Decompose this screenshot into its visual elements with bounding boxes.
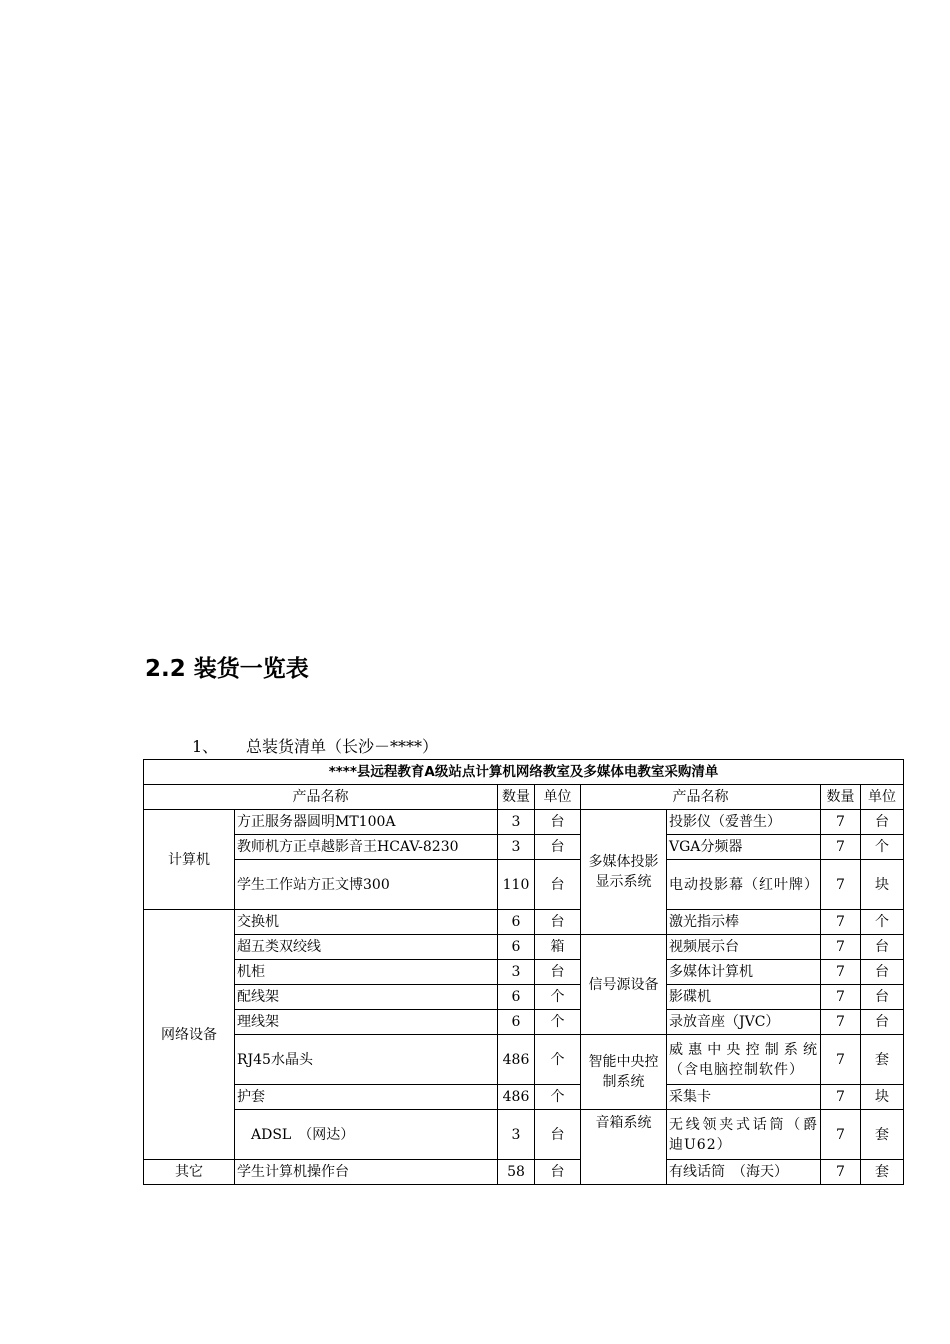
table-row xyxy=(144,810,904,835)
right-item-name: 有线话筒 （海天） xyxy=(667,1160,821,1185)
left-item-name: 教师机方正卓越影音王HCAV-8230 xyxy=(235,835,498,860)
right-item-unit: 台 xyxy=(861,960,904,985)
right-item-qty: 7 xyxy=(821,960,861,985)
group-signal: 信号源设备 xyxy=(581,935,667,1035)
group-control: 智能中央控制系统 xyxy=(581,1035,667,1110)
right-item-qty: 7 xyxy=(821,1035,861,1085)
right-item-unit: 个 xyxy=(861,910,904,935)
right-item-name: 录放音座（JVC） xyxy=(667,1010,821,1035)
left-item-unit: 台 xyxy=(535,1160,581,1185)
right-item-unit: 台 xyxy=(861,985,904,1010)
header-row xyxy=(144,785,904,810)
table-row xyxy=(144,1010,904,1035)
left-item-unit: 台 xyxy=(535,1110,581,1160)
right-item-name: 投影仪（爱普生） xyxy=(667,810,821,835)
right-item-name: 采集卡 xyxy=(667,1085,821,1110)
table-row xyxy=(144,985,904,1010)
left-item-name: 超五类双绞线 xyxy=(235,935,498,960)
section-heading: 装货一览表 xyxy=(193,656,309,682)
right-item-qty: 7 xyxy=(821,860,861,910)
header-right-name: 产品名称 xyxy=(581,785,821,810)
packing-list-table xyxy=(143,759,904,1185)
right-item-unit: 套 xyxy=(861,1110,904,1160)
left-item-name: 理线架 xyxy=(235,1010,498,1035)
left-item-unit: 箱 xyxy=(535,935,581,960)
left-item-qty: 6 xyxy=(498,910,535,935)
left-item-qty: 6 xyxy=(498,985,535,1010)
left-item-unit: 个 xyxy=(535,1085,581,1110)
left-item-unit: 台 xyxy=(535,910,581,935)
right-item-qty: 7 xyxy=(821,1085,861,1110)
left-item-qty: 6 xyxy=(498,935,535,960)
table-caption: ****县远程教育A级站点计算机网络教室及多媒体电教室采购清单 xyxy=(144,760,904,785)
left-item-qty: 486 xyxy=(498,1085,535,1110)
table-row xyxy=(144,1085,904,1110)
left-item-unit: 台 xyxy=(535,810,581,835)
left-item-name: 护套 xyxy=(235,1085,498,1110)
right-item-name: 视频展示台 xyxy=(667,935,821,960)
caption-row xyxy=(144,760,904,785)
table-row xyxy=(144,935,904,960)
left-item-qty: 3 xyxy=(498,835,535,860)
section-number: 2.2 xyxy=(145,656,186,682)
right-item-name: 影碟机 xyxy=(667,985,821,1010)
left-item-name: 配线架 xyxy=(235,985,498,1010)
subtitle-number: 1、 xyxy=(192,737,219,756)
table-row xyxy=(144,910,904,935)
header-left-name: 产品名称 xyxy=(144,785,498,810)
left-item-qty: 110 xyxy=(498,860,535,910)
right-item-name: VGA分频器 xyxy=(667,835,821,860)
right-item-name: 电动投影幕（红叶牌） xyxy=(667,860,821,910)
group-other: 其它 xyxy=(144,1160,235,1185)
right-item-qty: 7 xyxy=(821,1110,861,1160)
right-item-unit: 块 xyxy=(861,860,904,910)
left-item-name: 机柜 xyxy=(235,960,498,985)
right-item-qty: 7 xyxy=(821,910,861,935)
table-row xyxy=(144,1160,904,1185)
right-item-unit: 台 xyxy=(861,935,904,960)
right-item-qty: 7 xyxy=(821,835,861,860)
right-item-name: 多媒体计算机 xyxy=(667,960,821,985)
right-item-name: 无线领夹式话筒（爵迪U62） xyxy=(667,1110,821,1160)
table-row xyxy=(144,1110,904,1160)
left-item-unit: 个 xyxy=(535,1010,581,1035)
right-item-unit: 个 xyxy=(861,835,904,860)
left-item-name: 学生计算机操作台 xyxy=(235,1160,498,1185)
left-item-name: RJ45水晶头 xyxy=(235,1035,498,1085)
left-item-qty: 486 xyxy=(498,1035,535,1085)
table-row xyxy=(144,835,904,860)
header-right-unit: 单位 xyxy=(861,785,904,810)
subtitle-text: 总装货清单（长沙－****） xyxy=(246,737,439,756)
left-item-name: 学生工作站方正文博300 xyxy=(235,860,498,910)
left-item-unit: 个 xyxy=(535,985,581,1010)
left-item-qty: 6 xyxy=(498,1010,535,1035)
header-left-unit: 单位 xyxy=(535,785,581,810)
table-row xyxy=(144,1035,904,1085)
right-item-unit: 台 xyxy=(861,810,904,835)
left-item-qty: 58 xyxy=(498,1160,535,1185)
table-row xyxy=(144,860,904,910)
right-item-qty: 7 xyxy=(821,1160,861,1185)
left-item-name: 交换机 xyxy=(235,910,498,935)
right-item-qty: 7 xyxy=(821,935,861,960)
left-item-unit: 个 xyxy=(535,1035,581,1085)
right-item-unit: 台 xyxy=(861,1010,904,1035)
right-item-qty: 7 xyxy=(821,985,861,1010)
section-title xyxy=(145,650,309,683)
right-item-qty: 7 xyxy=(821,1010,861,1035)
group-computer: 计算机 xyxy=(144,810,235,910)
right-item-unit: 块 xyxy=(861,1085,904,1110)
left-item-unit: 台 xyxy=(535,835,581,860)
group-network: 网络设备 xyxy=(144,910,235,1160)
header-right-qty: 数量 xyxy=(821,785,861,810)
group-speaker: 音箱系统 xyxy=(581,1110,667,1185)
right-item-unit: 套 xyxy=(861,1035,904,1085)
header-left-qty: 数量 xyxy=(498,785,535,810)
right-item-name: 威惠中央控制系统（含电脑控制软件） xyxy=(667,1035,821,1085)
right-item-qty: 7 xyxy=(821,810,861,835)
right-item-name: 激光指示棒 xyxy=(667,910,821,935)
left-item-qty: 3 xyxy=(498,810,535,835)
left-item-qty: 3 xyxy=(498,1110,535,1160)
left-item-unit: 台 xyxy=(535,960,581,985)
right-item-unit: 套 xyxy=(861,1160,904,1185)
left-item-name: 方正服务器圆明MT100A xyxy=(235,810,498,835)
left-item-name: ADSL （网达） xyxy=(235,1110,498,1160)
left-item-qty: 3 xyxy=(498,960,535,985)
table-row xyxy=(144,960,904,985)
group-multimedia: 多媒体投影显示系统 xyxy=(581,810,667,935)
left-item-unit: 台 xyxy=(535,860,581,910)
list-subtitle xyxy=(192,734,438,757)
